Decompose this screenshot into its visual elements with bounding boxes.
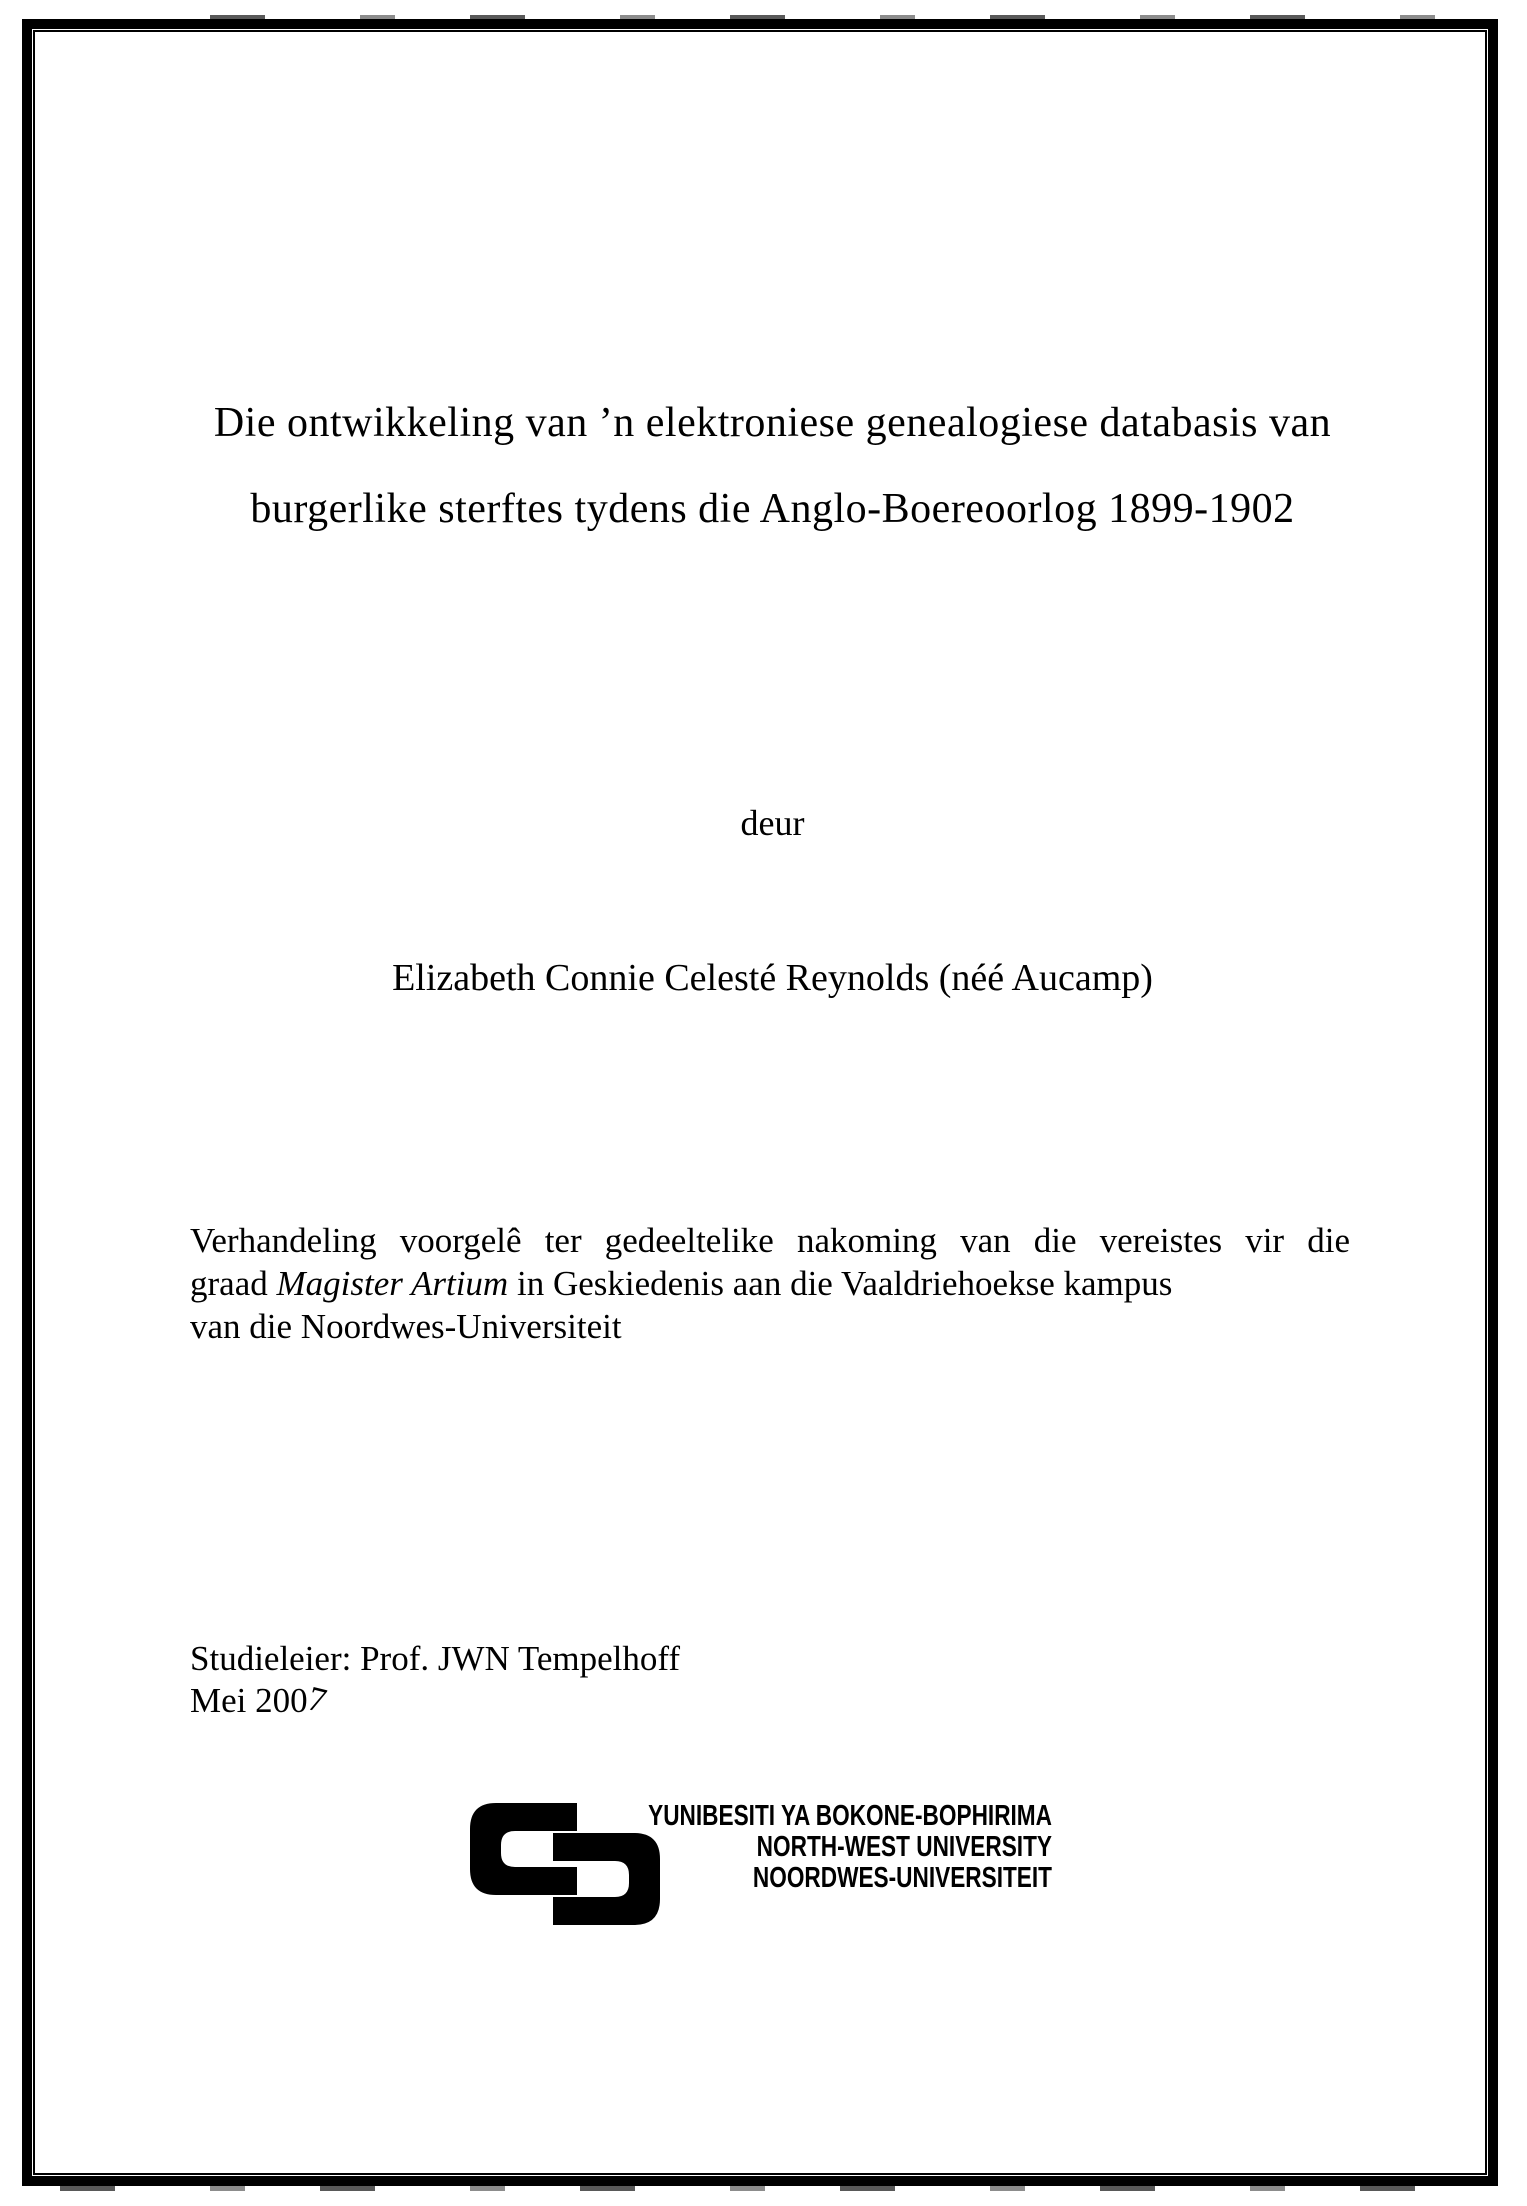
degree-statement-line-2 bbox=[190, 1262, 1350, 1305]
advisor-line: Studieleier: Prof. JWN Tempelhoff bbox=[190, 1639, 681, 1678]
thesis-title-line-2: burgerlike sterftes tydens die Anglo-Boereoorlog 1899-1902 bbox=[250, 486, 1295, 532]
advisor-block bbox=[190, 1638, 680, 1722]
thesis-title bbox=[20, 380, 1525, 552]
nwu-logo-text-setswana: YUNIBESITI YA BOKONE-BOPHIRIMA bbox=[648, 1800, 1052, 1832]
nwu-logo-text-english: NORTH-WEST UNIVERSITY bbox=[756, 1831, 1052, 1863]
date-line bbox=[190, 1680, 680, 1722]
nwu-logo-text-afrikaans: NOORDWES-UNIVERSITEIT bbox=[752, 1862, 1052, 1894]
degree-statement-line-3: van die Noordwes-Universiteit bbox=[190, 1307, 622, 1346]
nwu-logo-text bbox=[606, 1801, 1052, 1894]
degree-statement-line-2-pre: graad bbox=[190, 1264, 277, 1303]
degree-statement-line-2-post: in Geskiedenis aan die Vaaldriehoekse kampus bbox=[508, 1264, 1173, 1303]
degree-name-italic: Magister Artium bbox=[276, 1264, 509, 1303]
author-name: Elizabeth Connie Celesté Reynolds (néé Aucamp) bbox=[392, 957, 1153, 999]
scan-artifact-bottom bbox=[60, 2186, 1440, 2191]
degree-statement-line-1: Verhandeling voorgelê ter gedeeltelike nakoming van die vereistes vir die bbox=[190, 1221, 1350, 1260]
degree-statement bbox=[190, 1219, 1350, 1348]
byline-deur: deur bbox=[740, 803, 805, 843]
date-prefix: Mei 200 bbox=[190, 1681, 308, 1720]
date-last-digit: 7 bbox=[303, 1678, 330, 1721]
thesis-title-line-1: Die ontwikkeling van ’n elektroniese genealogiese databasis van bbox=[213, 400, 1332, 446]
